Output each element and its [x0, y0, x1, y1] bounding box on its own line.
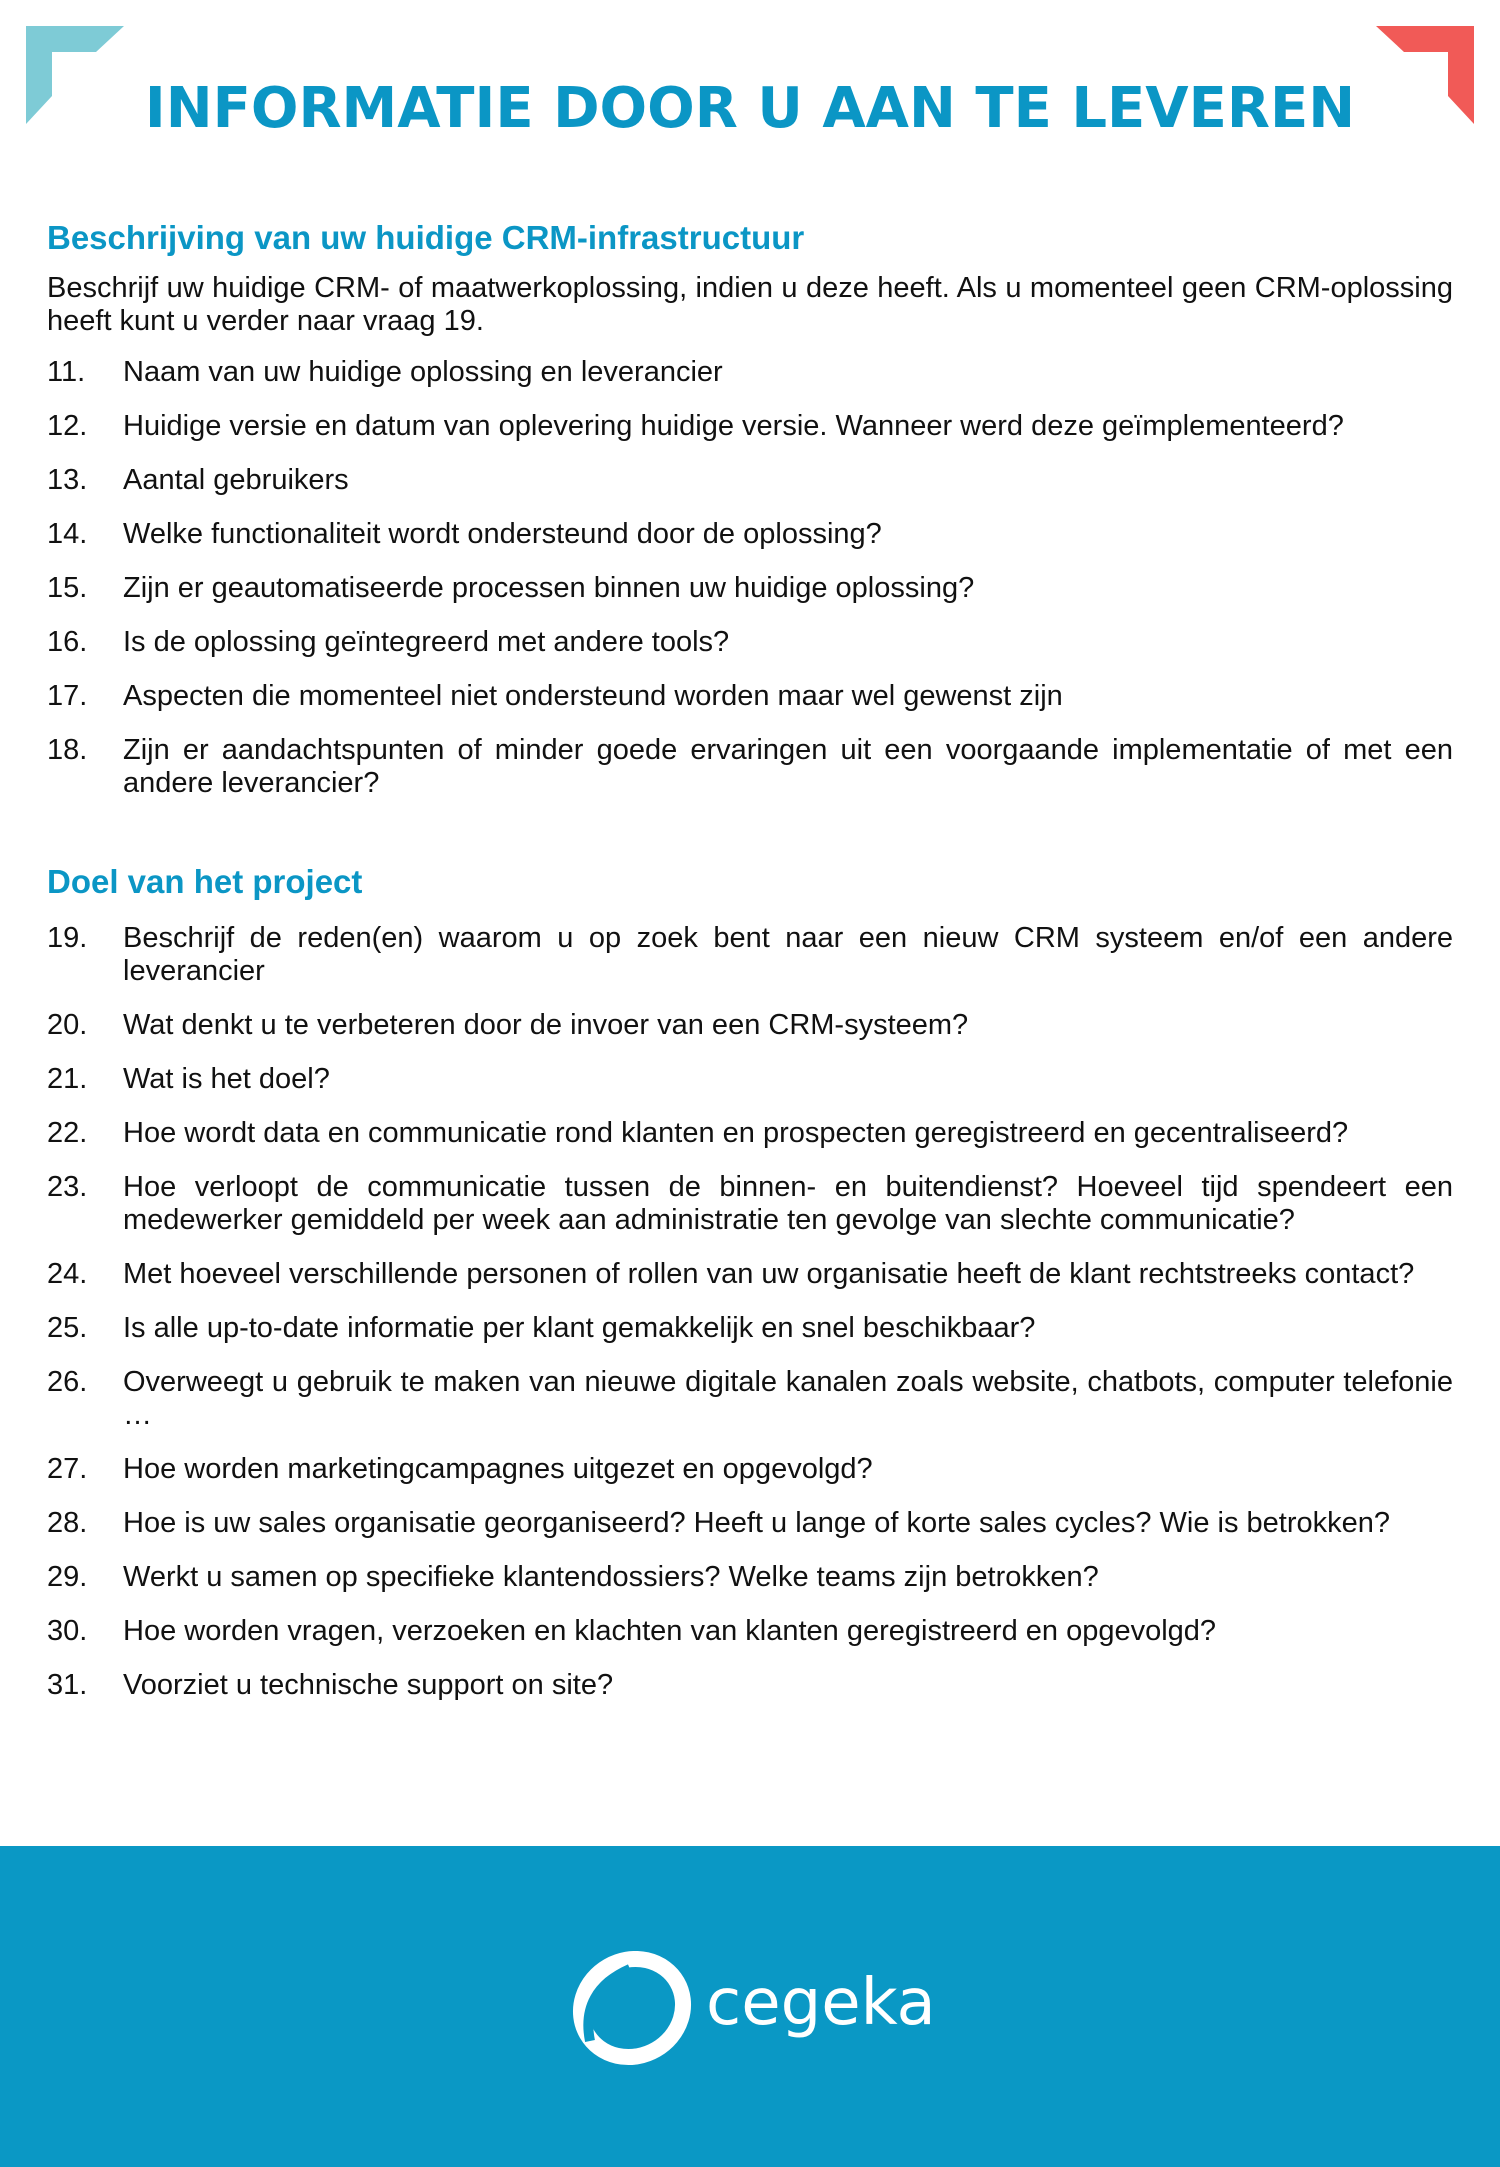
item-number: 13.	[47, 464, 88, 496]
item-number: 24.	[47, 1258, 88, 1290]
list-item	[47, 1009, 1453, 1042]
item-text: Is de oplossing geïntegreerd met andere tools?	[123, 626, 730, 658]
item-text: Hoe is uw sales organisatie georganiseerd? Heeft u lange of korte sales cycles? Wie is betrokken?	[123, 1507, 1391, 1539]
list-item	[47, 680, 1453, 713]
item-number: 18.	[47, 734, 88, 766]
page-title: INFORMATIE DOOR U AAN TE LEVEREN	[144, 76, 1356, 141]
item-text: Huidige versie en datum van oplevering huidige versie. Wanneer werd deze geïmplementeerd?	[123, 410, 1344, 442]
cegeka-logo-text: cegeka	[706, 1966, 936, 2040]
section-project-goal	[47, 860, 1453, 1702]
item-number: 31.	[47, 1669, 88, 1701]
list-item	[47, 1117, 1453, 1150]
question-list	[47, 356, 1453, 800]
item-number: 29.	[47, 1561, 88, 1593]
item-text: Aantal gebruikers	[123, 464, 349, 496]
item-text: Overweegt u gebruik te maken van nieuwe digitale kanalen zoals website, chatbots, computer telefonie …	[123, 1366, 1453, 1431]
item-number: 19.	[47, 922, 88, 954]
list-item	[47, 922, 1453, 988]
document-body	[47, 216, 1453, 1723]
footer-banner	[0, 1846, 1500, 2167]
item-number: 23.	[47, 1171, 88, 1203]
item-text: Voorziet u technische support on site?	[123, 1669, 614, 1701]
list-item	[47, 356, 1453, 389]
section-heading: Doel van het project	[47, 863, 363, 900]
cegeka-logo-icon	[570, 1951, 695, 2066]
list-item	[47, 464, 1453, 497]
item-text: Is alle up-to-date informatie per klant gemakkelijk en snel beschikbaar?	[123, 1312, 1036, 1344]
list-item	[47, 1171, 1453, 1237]
list-item	[47, 1063, 1453, 1096]
list-item	[47, 734, 1453, 800]
item-number: 30.	[47, 1615, 88, 1647]
item-text: Werkt u samen op specifieke klantendossiers? Welke teams zijn betrokken?	[123, 1561, 1099, 1593]
item-text: Hoe worden vragen, verzoeken en klachten van klanten geregistreerd en opgevolgd?	[123, 1615, 1217, 1647]
item-text: Met hoeveel verschillende personen of rollen van uw organisatie heeft de klant rechtstreeks contact?	[123, 1258, 1415, 1290]
list-item	[47, 1453, 1453, 1486]
item-text: Aspecten die momenteel niet ondersteund worden maar wel gewenst zijn	[123, 680, 1063, 712]
list-item	[47, 1561, 1453, 1594]
item-text: Naam van uw huidige oplossing en leverancier	[123, 356, 723, 388]
item-text: Hoe wordt data en communicatie rond klanten en prospecten geregistreerd en gecentraliseerd?	[123, 1117, 1349, 1149]
item-number: 21.	[47, 1063, 88, 1095]
list-item	[47, 1258, 1453, 1291]
item-number: 25.	[47, 1312, 88, 1344]
list-item	[47, 1507, 1453, 1540]
item-text: Welke functionaliteit wordt ondersteund door de oplossing?	[123, 518, 882, 550]
question-list	[47, 922, 1453, 1702]
section-intro: Beschrijf uw huidige CRM- of maatwerkoplossing, indien u deze heeft. Als u momenteel geen CRM-oplossing heeft kunt u verder naar vraag 19.	[47, 272, 1453, 337]
item-text: Hoe worden marketingcampagnes uitgezet en opgevolgd?	[123, 1453, 873, 1485]
item-number: 28.	[47, 1507, 88, 1539]
item-number: 14.	[47, 518, 88, 550]
item-number: 20.	[47, 1009, 88, 1041]
item-number: 27.	[47, 1453, 88, 1485]
item-text: Wat is het doel?	[123, 1063, 330, 1095]
item-number: 11.	[47, 356, 86, 388]
list-item	[47, 572, 1453, 605]
item-number: 15.	[47, 572, 88, 604]
item-number: 22.	[47, 1117, 88, 1149]
list-item	[47, 1312, 1453, 1345]
list-item	[47, 518, 1453, 551]
item-text: Zijn er geautomatiseerde processen binnen uw huidige oplossing?	[123, 572, 975, 604]
list-item	[47, 410, 1453, 443]
item-number: 26.	[47, 1366, 88, 1398]
item-number: 12.	[47, 410, 88, 442]
item-number: 17.	[47, 680, 88, 712]
list-item	[47, 1669, 1453, 1702]
item-text: Wat denkt u te verbeteren door de invoer van een CRM-systeem?	[123, 1009, 969, 1041]
item-text: Beschrijf de reden(en) waarom u op zoek bent naar een nieuw CRM systeem en/of een andere leverancier	[123, 922, 1453, 987]
list-item	[47, 626, 1453, 659]
item-text: Zijn er aandachtspunten of minder goede ervaringen uit een voorgaande implementatie of met een andere leverancier?	[123, 734, 1453, 799]
list-item	[47, 1366, 1453, 1432]
section-current-crm	[47, 216, 1453, 800]
list-item	[47, 1615, 1453, 1648]
item-text: Hoe verloopt de communicatie tussen de binnen- en buitendienst? Hoeveel tijd spendeert een medewerker gemiddeld per week aan administratie ten gevolge van slechte communicatie?	[123, 1171, 1453, 1236]
item-number: 16.	[47, 626, 88, 658]
section-heading: Beschrijving van uw huidige CRM-infrastructuur	[47, 219, 805, 256]
